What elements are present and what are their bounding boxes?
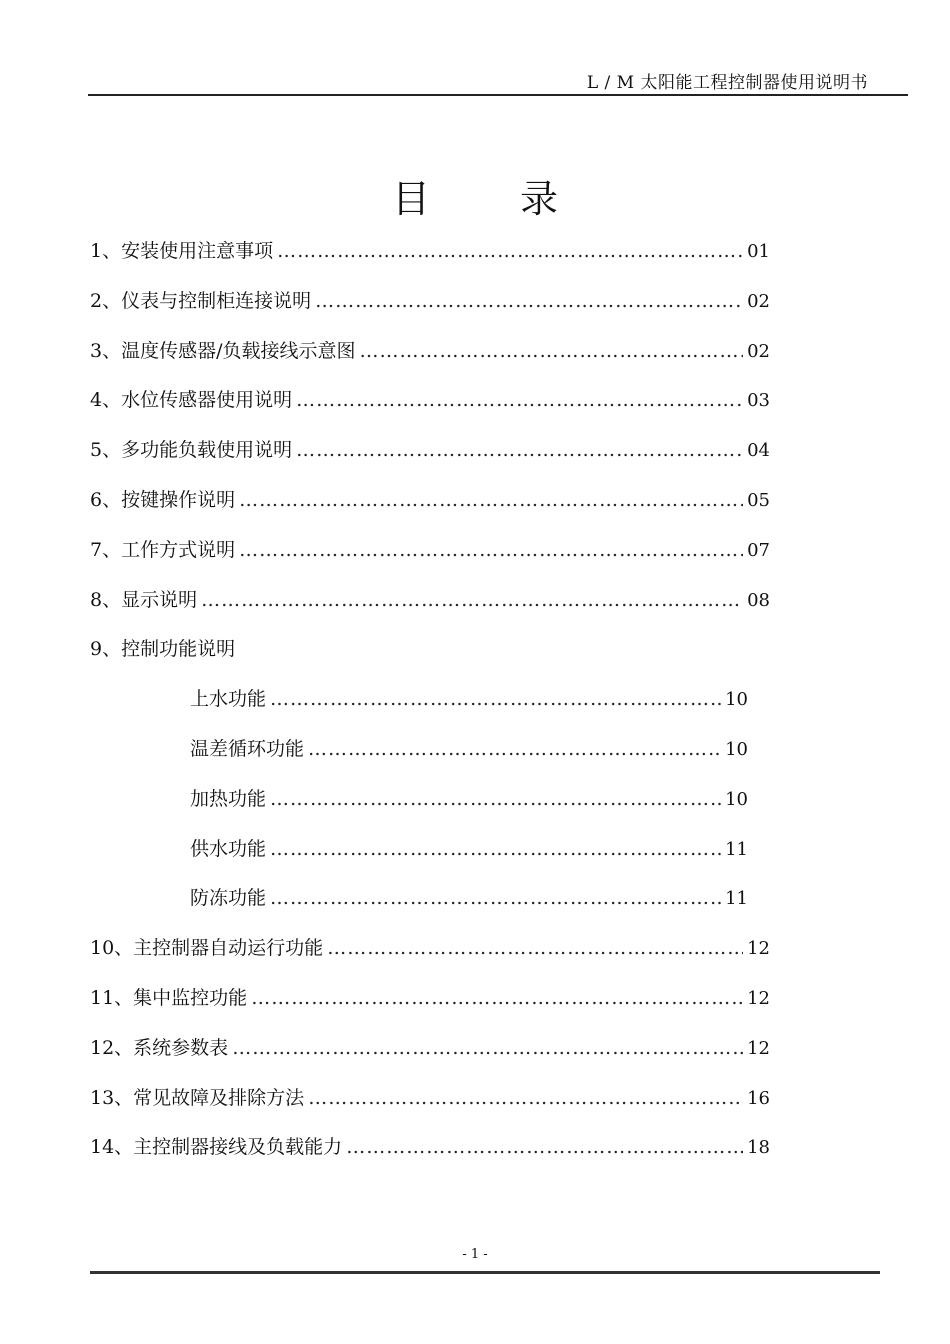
toc-entry[interactable] <box>90 585 770 635</box>
toc-entry-page: 11 <box>725 888 748 910</box>
toc-subentry[interactable] <box>90 734 748 784</box>
toc-entry[interactable] <box>90 1033 770 1083</box>
toc-entry[interactable] <box>90 933 770 983</box>
toc-entry-label: 7、工作方式说明 <box>90 538 236 561</box>
toc-entry[interactable] <box>90 336 770 386</box>
toc-subentry[interactable] <box>90 784 748 834</box>
toc-entry-label: 10、主控制器自动运行功能 <box>90 937 324 960</box>
toc-entry-label: 4、水位传感器使用说明 <box>90 389 293 412</box>
toc-entry-label: 13、常见故障及排除方法 <box>90 1086 305 1109</box>
toc-entry-page: 16 <box>747 1087 770 1109</box>
toc-entry-label: 加热功能 <box>190 787 267 810</box>
toc-entry[interactable] <box>90 1132 770 1182</box>
toc-entry[interactable] <box>90 1083 770 1133</box>
toc-entry[interactable] <box>90 286 770 336</box>
toc-entry-label: 6、按键操作说明 <box>90 488 236 511</box>
toc-title-left: 目 <box>391 177 430 221</box>
toc-entry-page: 01 <box>747 241 770 262</box>
toc-title-right: 录 <box>520 177 559 221</box>
toc-entry-label: 11、集中监控功能 <box>90 986 248 1009</box>
toc-entry[interactable] <box>90 535 770 585</box>
toc-entry-page: 08 <box>747 589 770 611</box>
toc-entry[interactable] <box>90 435 770 485</box>
document-header-title: L / M 太阳能工程控制器使用说明书 <box>586 73 868 93</box>
toc-entry-label: 5、多功能负载使用说明 <box>90 439 293 462</box>
toc-entry-page: 03 <box>747 390 770 412</box>
toc-entry-label: 防冻功能 <box>190 887 267 910</box>
toc-entry[interactable] <box>90 485 770 535</box>
toc-title <box>0 168 950 223</box>
toc-entry-page: 12 <box>747 987 770 1009</box>
toc-entry-page: 11 <box>725 838 748 860</box>
toc-entry-label: 8、显示说明 <box>90 588 198 611</box>
toc-entry-page: 12 <box>747 1037 770 1059</box>
toc-entry[interactable] <box>90 983 770 1033</box>
page-number: - 1 - <box>462 1247 488 1262</box>
toc-entry-label: 3、温度传感器/负载接线示意图 <box>90 339 356 362</box>
toc-entry-page: 18 <box>747 1137 770 1159</box>
toc-entry-label: 1、安装使用注意事项 <box>90 240 274 262</box>
toc-entry-label: 9、控制功能说明 <box>90 638 236 661</box>
toc-entry-page: 05 <box>747 489 770 511</box>
toc-entry-page: 02 <box>747 290 770 312</box>
toc-entry-label: 12、系统参数表 <box>90 1036 229 1059</box>
toc-entry-page: 12 <box>747 938 770 960</box>
toc-entry-page: 10 <box>725 788 748 810</box>
header-divider <box>88 94 908 96</box>
toc-section-heading[interactable] <box>90 634 770 684</box>
toc-entry-label: 2、仪表与控制柜连接说明 <box>90 289 312 312</box>
toc-entry-label: 供水功能 <box>190 837 267 860</box>
toc-entry-page: 10 <box>725 738 748 760</box>
footer-divider <box>90 1271 880 1274</box>
toc-entry[interactable] <box>90 236 770 286</box>
toc-subentry[interactable] <box>90 684 748 734</box>
table-of-contents <box>90 236 770 1182</box>
toc-entry-page: 10 <box>725 689 748 711</box>
toc-subentry[interactable] <box>90 834 748 884</box>
toc-subentry[interactable] <box>90 883 748 933</box>
toc-entry-label: 上水功能 <box>190 688 267 711</box>
toc-entry-page: 02 <box>747 340 770 362</box>
toc-entry-page: 07 <box>747 539 770 561</box>
toc-entry-label: 温差循环功能 <box>190 737 305 760</box>
toc-entry[interactable] <box>90 385 770 435</box>
toc-entry-label: 14、主控制器接线及负载能力 <box>90 1136 343 1159</box>
toc-entry-page: 04 <box>747 440 770 462</box>
